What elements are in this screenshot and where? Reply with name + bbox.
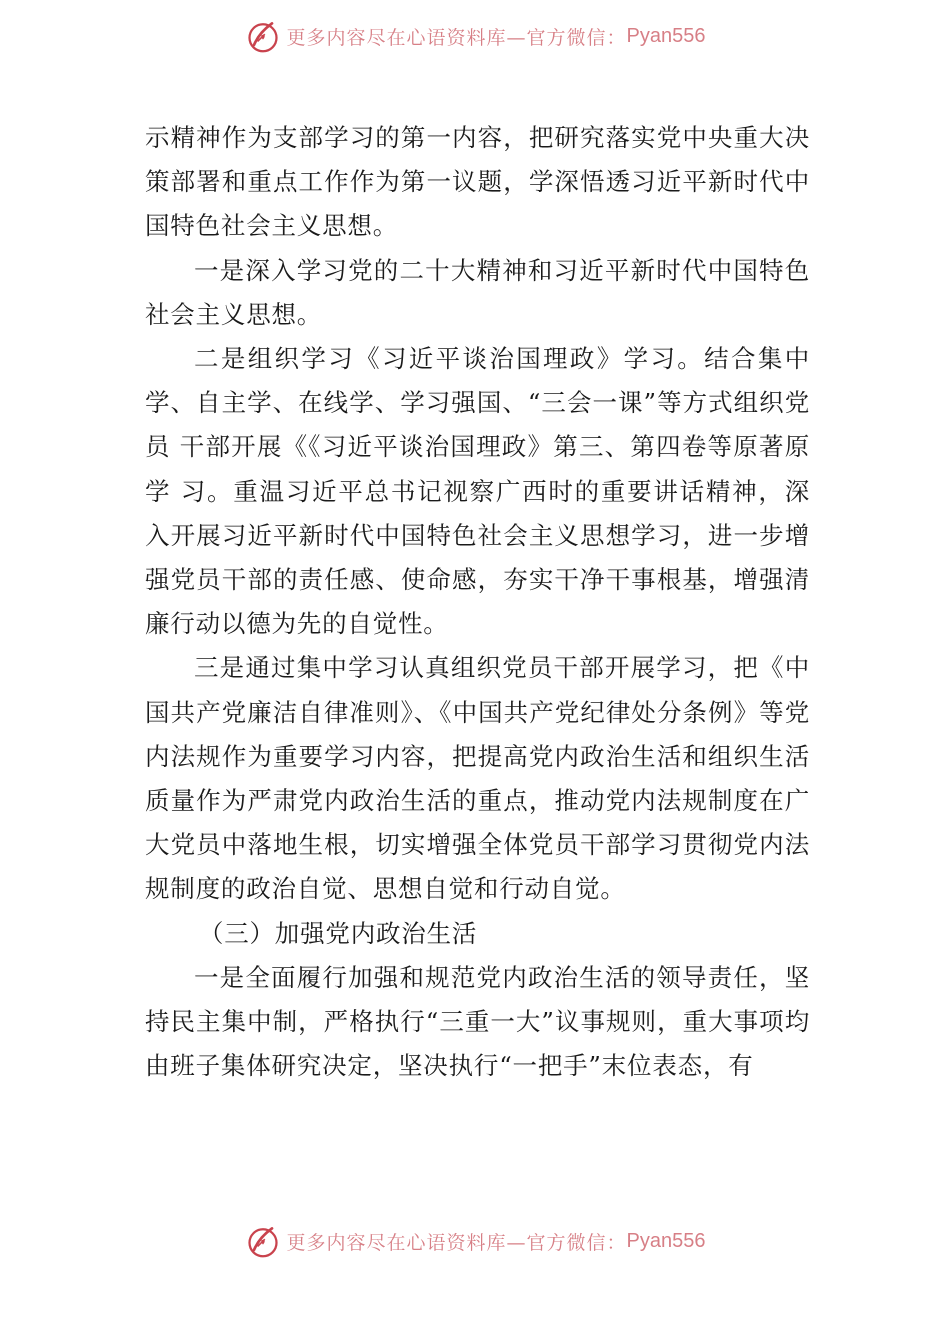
footer-watermark	[0, 1221, 950, 1261]
pen-heart-logo-icon	[245, 18, 281, 54]
header-watermark	[0, 16, 950, 56]
paragraph: 示精神作为支部学习的第一内容，把研究落实党中央重大决策部署和重点工作作为第一议题，学深悟透习近平新时代中国特色社会主义思想。	[145, 123, 810, 241]
watermark-text: 更多内容尽在心语资料库—官方微信：	[286, 1231, 627, 1254]
pen-heart-logo-icon	[245, 1223, 281, 1259]
watermark-wechat-id: Pyan556	[626, 24, 706, 47]
paragraph: 三是通过集中学习认真组织党员干部开展学习，把《中国共产党廉洁自律准则》、《中国共产党纪律处分条例》等党内法规作为重要学习内容，把提高党内政治生活和组织生活质量作为严肃党内政治生活的重点，推动党内法规制度在广大党员中落地生根，切实增强全体党员干部学习贯彻党内法规制度的政治自觉、思想自觉和行动自觉。	[145, 653, 810, 904]
watermark-text: 更多内容尽在心语资料库—官方微信：	[286, 26, 627, 49]
section-heading: （三）加强党内政治生活	[198, 918, 478, 948]
document-body	[145, 116, 810, 1088]
paragraph: 二是组织学习《习近平谈治国理政》学习。结合集中学、自主学、在线学、学习强国、“三会一课”等方式组织党员 干部开展《《习近平谈治国理政》第三、第四卷等原著原学 习。重温习近平总书记视察广西时的重要讲话精神，深入开展习近平新时代中国特色社会主义思想学习，进一步增强党员干部的责任感、使命感，夯实干净干事根基，增强清廉行动以德为先的自觉性。	[145, 344, 810, 639]
paragraph: 一是深入学习党的二十大精神和习近平新时代中国特色社会主义思想。	[145, 255, 810, 329]
paragraph: 一是全面履行加强和规范党内政治生活的领导责任，坚持民主集中制，严格执行“三重一大”议事规则，重大事项均由班子集体研究决定，坚决执行“一把手”末位表态，有	[145, 962, 810, 1081]
watermark-wechat-id: Pyan556	[626, 1229, 706, 1252]
